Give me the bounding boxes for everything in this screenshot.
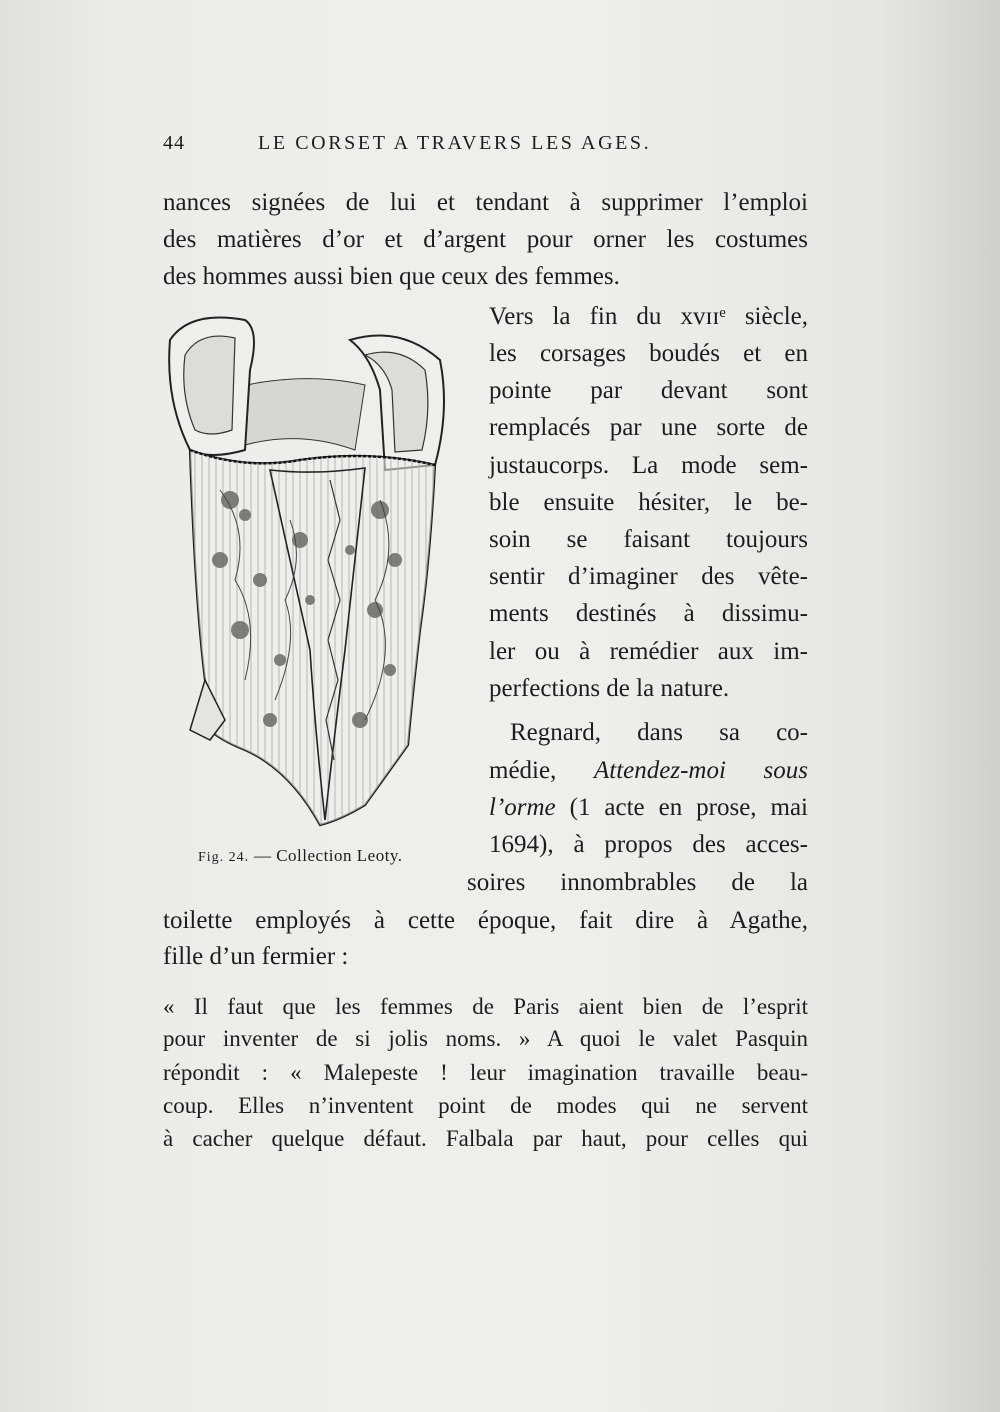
side-line: sentir d’imaginer des vête- bbox=[489, 563, 808, 590]
figure-label: Fig. 24. bbox=[198, 850, 250, 865]
body-line: toilette employés à cette époque, fait dire à Agathe, bbox=[163, 907, 808, 934]
side-line: ble ensuite hésiter, le be- bbox=[489, 489, 808, 516]
side-line: soin se faisant toujours bbox=[489, 526, 808, 553]
quote-line: pour inventer de si jolis noms. » A quoi le valet Pasquin bbox=[163, 1026, 808, 1051]
side-line: Vers la fin du xvɪɪᵉ siècle, bbox=[489, 303, 808, 330]
figure-caption-text: — Collection Leoty. bbox=[249, 846, 403, 865]
corset-illustration bbox=[150, 300, 460, 840]
body-line: des matières d’or et d’argent pour orner les costumes bbox=[163, 226, 808, 253]
side-line: remplacés par une sorte de bbox=[489, 414, 808, 441]
side-line: perfections de la nature. bbox=[489, 675, 730, 702]
side-line: pointe par devant sont bbox=[489, 377, 808, 404]
side-line: ments destinés à dissimu- bbox=[489, 600, 808, 627]
side-line: soires innombrables de la bbox=[467, 869, 808, 896]
side-line-text: (1 acte en prose, mai bbox=[555, 794, 808, 821]
side-line: justaucorps. La mode sem- bbox=[489, 452, 808, 479]
side-line: les corsages boudés et en bbox=[489, 340, 808, 367]
play-title: Attendez-moi sous bbox=[593, 757, 808, 784]
quote-line: répondit : « Malepeste ! leur imagination travaille beau- bbox=[163, 1060, 808, 1085]
side-line: ler ou à remédier aux im- bbox=[489, 638, 808, 665]
quote-line: « Il faut que les femmes de Paris aient bien de l’esprit bbox=[163, 994, 808, 1019]
side-line-text: médie, bbox=[489, 757, 594, 784]
body-line: nances signées de lui et tendant à supprimer l’emploi bbox=[163, 189, 808, 216]
body-line: des hommes aussi bien que ceux des femmes. bbox=[163, 263, 620, 290]
running-header bbox=[163, 132, 723, 158]
side-line: Regnard, dans sa co- bbox=[510, 719, 808, 746]
side-line bbox=[489, 791, 808, 825]
page-number: 44 bbox=[163, 132, 185, 154]
running-title: LE CORSET A TRAVERS LES AGES. bbox=[258, 132, 652, 154]
side-line bbox=[489, 754, 808, 788]
figure-caption bbox=[198, 846, 438, 866]
side-line: 1694), à propos des acces- bbox=[489, 831, 808, 858]
quote-line: à cacher quelque défaut. Falbala par haut, pour celles qui bbox=[163, 1126, 808, 1151]
body-line: fille d’un fermier : bbox=[163, 943, 349, 970]
play-title-end: l’orme bbox=[489, 794, 556, 821]
quote-line: coup. Elles n’inventent point de modes qui ne servent bbox=[163, 1093, 808, 1118]
